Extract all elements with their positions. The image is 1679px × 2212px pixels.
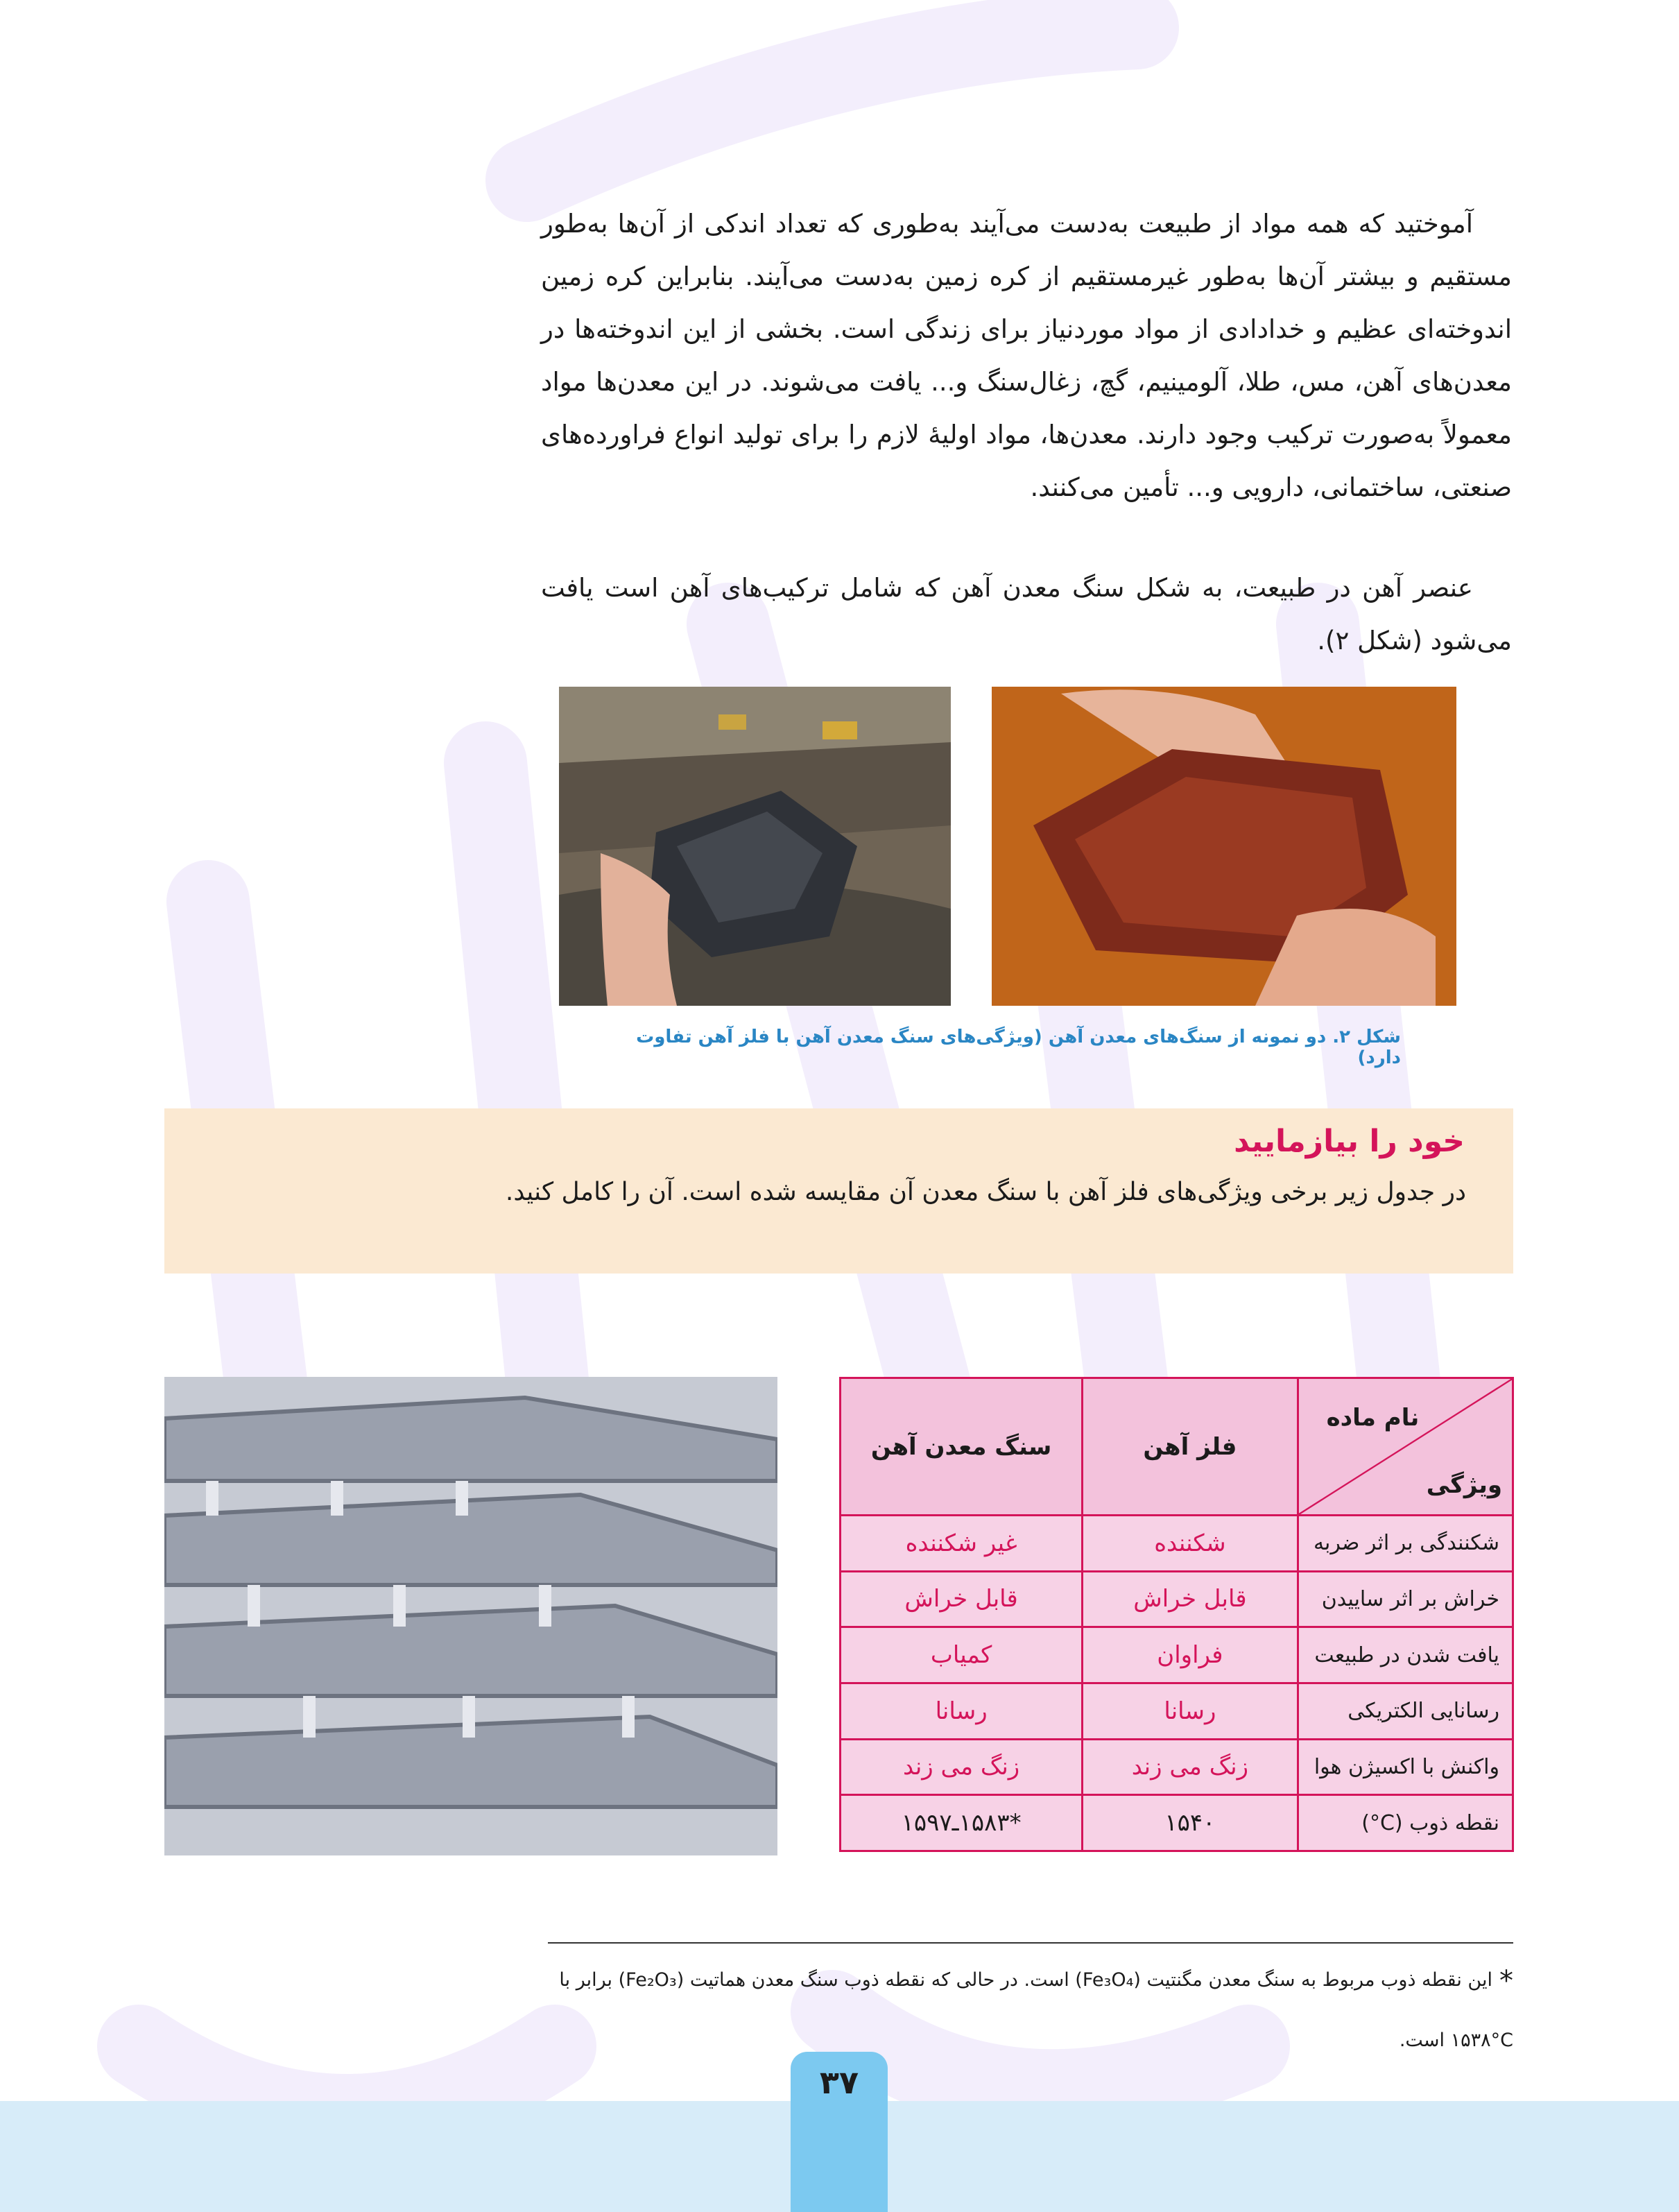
iron-ore-paragraph: عنصر آهن در طبیعت، به شکل سنگ معدن آهن که شامل ترکیب‌های آهن است یافت می‌شود (شکل ۲).	[541, 573, 1512, 655]
metal-cell: شکننده	[1083, 1516, 1298, 1572]
figure-caption: شکل ۲. دو نمونه از سنگ‌های معدن آهن (ویژگی‌های سنگ معدن آهن با فلز آهن تفاوت دارد)	[636, 1027, 1401, 1068]
ore-cell: غیر شکننده	[841, 1516, 1083, 1572]
feature-cell: خراش بر اثر ساییدن	[1298, 1571, 1513, 1627]
column-iron-ore: سنگ معدن آهن	[841, 1378, 1083, 1516]
footnote-text-1: این نقطه ذوب مربوط به سنگ معدن مگنتیت (Fe₃O₄) است. در حالی که نقطه ذوب سنگ معدن هماتیت (Fe₂O₃) برابر با	[559, 1969, 1492, 1991]
metal-melting-point-cell: ۱۵۴۰	[1083, 1795, 1298, 1851]
metal-cell: فراوان	[1083, 1627, 1298, 1683]
ore-cell: قابل خراش	[841, 1571, 1083, 1627]
footnote-line-1	[534, 1950, 1513, 2011]
table-row	[841, 1795, 1513, 1851]
feature-cell: شکنندگی بر اثر ضربه	[1298, 1516, 1513, 1572]
self-test-instructions: در جدول زیر برخی ویژگی‌های فلز آهن با سنگ معدن آن مقایسه شده است. آن را کامل کنید.	[505, 1178, 1466, 1206]
steel-beams-photo	[164, 1377, 777, 1855]
feature-cell: واکنش با اکسیژن هوا	[1298, 1739, 1513, 1795]
metal-cell: رسانا	[1083, 1683, 1298, 1739]
column-iron-metal: فلز آهن	[1083, 1378, 1298, 1516]
metal-cell: قابل خراش	[1083, 1571, 1298, 1627]
table-row	[841, 1516, 1513, 1572]
header-corner-cell	[1298, 1378, 1513, 1516]
asterisk-icon: *	[1499, 1965, 1513, 1997]
footnote	[534, 1950, 1513, 2070]
corner-material-label: نام ماده	[1326, 1404, 1420, 1432]
iron-properties-table	[839, 1377, 1514, 1852]
ore-cell: زنگ می زند	[841, 1739, 1083, 1795]
iron-ore-mine-photo	[559, 687, 951, 1006]
table-row	[841, 1683, 1513, 1739]
table-row	[841, 1739, 1513, 1795]
footnote-line-2: ۱۵۳۸°C است.	[1399, 2030, 1513, 2051]
feature-cell: یافت شدن در طبیعت	[1298, 1627, 1513, 1683]
self-test-title: خود را بیازمایید	[1234, 1124, 1465, 1159]
self-test-box	[164, 1108, 1513, 1274]
intro-paragraph: آموختید که همه مواد از طبیعت به‌دست می‌آیند به‌طوری که تعداد اندکی از آن‌ها به‌طور مستقیم و بیشتر آن‌ها به‌طور غیرمستقیم از کره زمین به‌دست می‌آیند. بنابراین کره زمین اندوخته‌ای عظیم و خدادادی از مواد موردنیاز برای زندگی است. بخشی از این اندوخته‌ها در معدن‌های آهن، مس، طلا، آلومینیم، گچ، زغال‌سنگ و... یافت می‌شوند. در این معدن‌ها مواد معمولاً به‌صورت ترکیب وجود دارند. معدن‌ها، مواد اولیهٔ لازم را برای تولید انواع فراورده‌های صنعتی، ساختمانی، دارویی و... تأمین می‌کنند.	[541, 209, 1512, 502]
table-header-row	[841, 1378, 1513, 1516]
ore-cell: رسانا	[841, 1683, 1083, 1739]
table-row	[841, 1627, 1513, 1683]
feature-cell: رسانایی الکتریکی	[1298, 1683, 1513, 1739]
feature-cell: نقطه ذوب (C°)	[1298, 1795, 1513, 1851]
corner-feature-label: ویژگی	[1426, 1471, 1502, 1499]
ore-melting-point-cell: *۱۵۸۳ـ۱۵۹۷	[841, 1795, 1083, 1851]
table-row	[841, 1571, 1513, 1627]
hematite-ore-hand-photo	[992, 687, 1456, 1006]
metal-cell: زنگ می زند	[1083, 1739, 1298, 1795]
page-number: ۳۷	[819, 2064, 859, 2101]
ore-cell: کمیاب	[841, 1627, 1083, 1683]
footnote-divider	[548, 1942, 1513, 1944]
